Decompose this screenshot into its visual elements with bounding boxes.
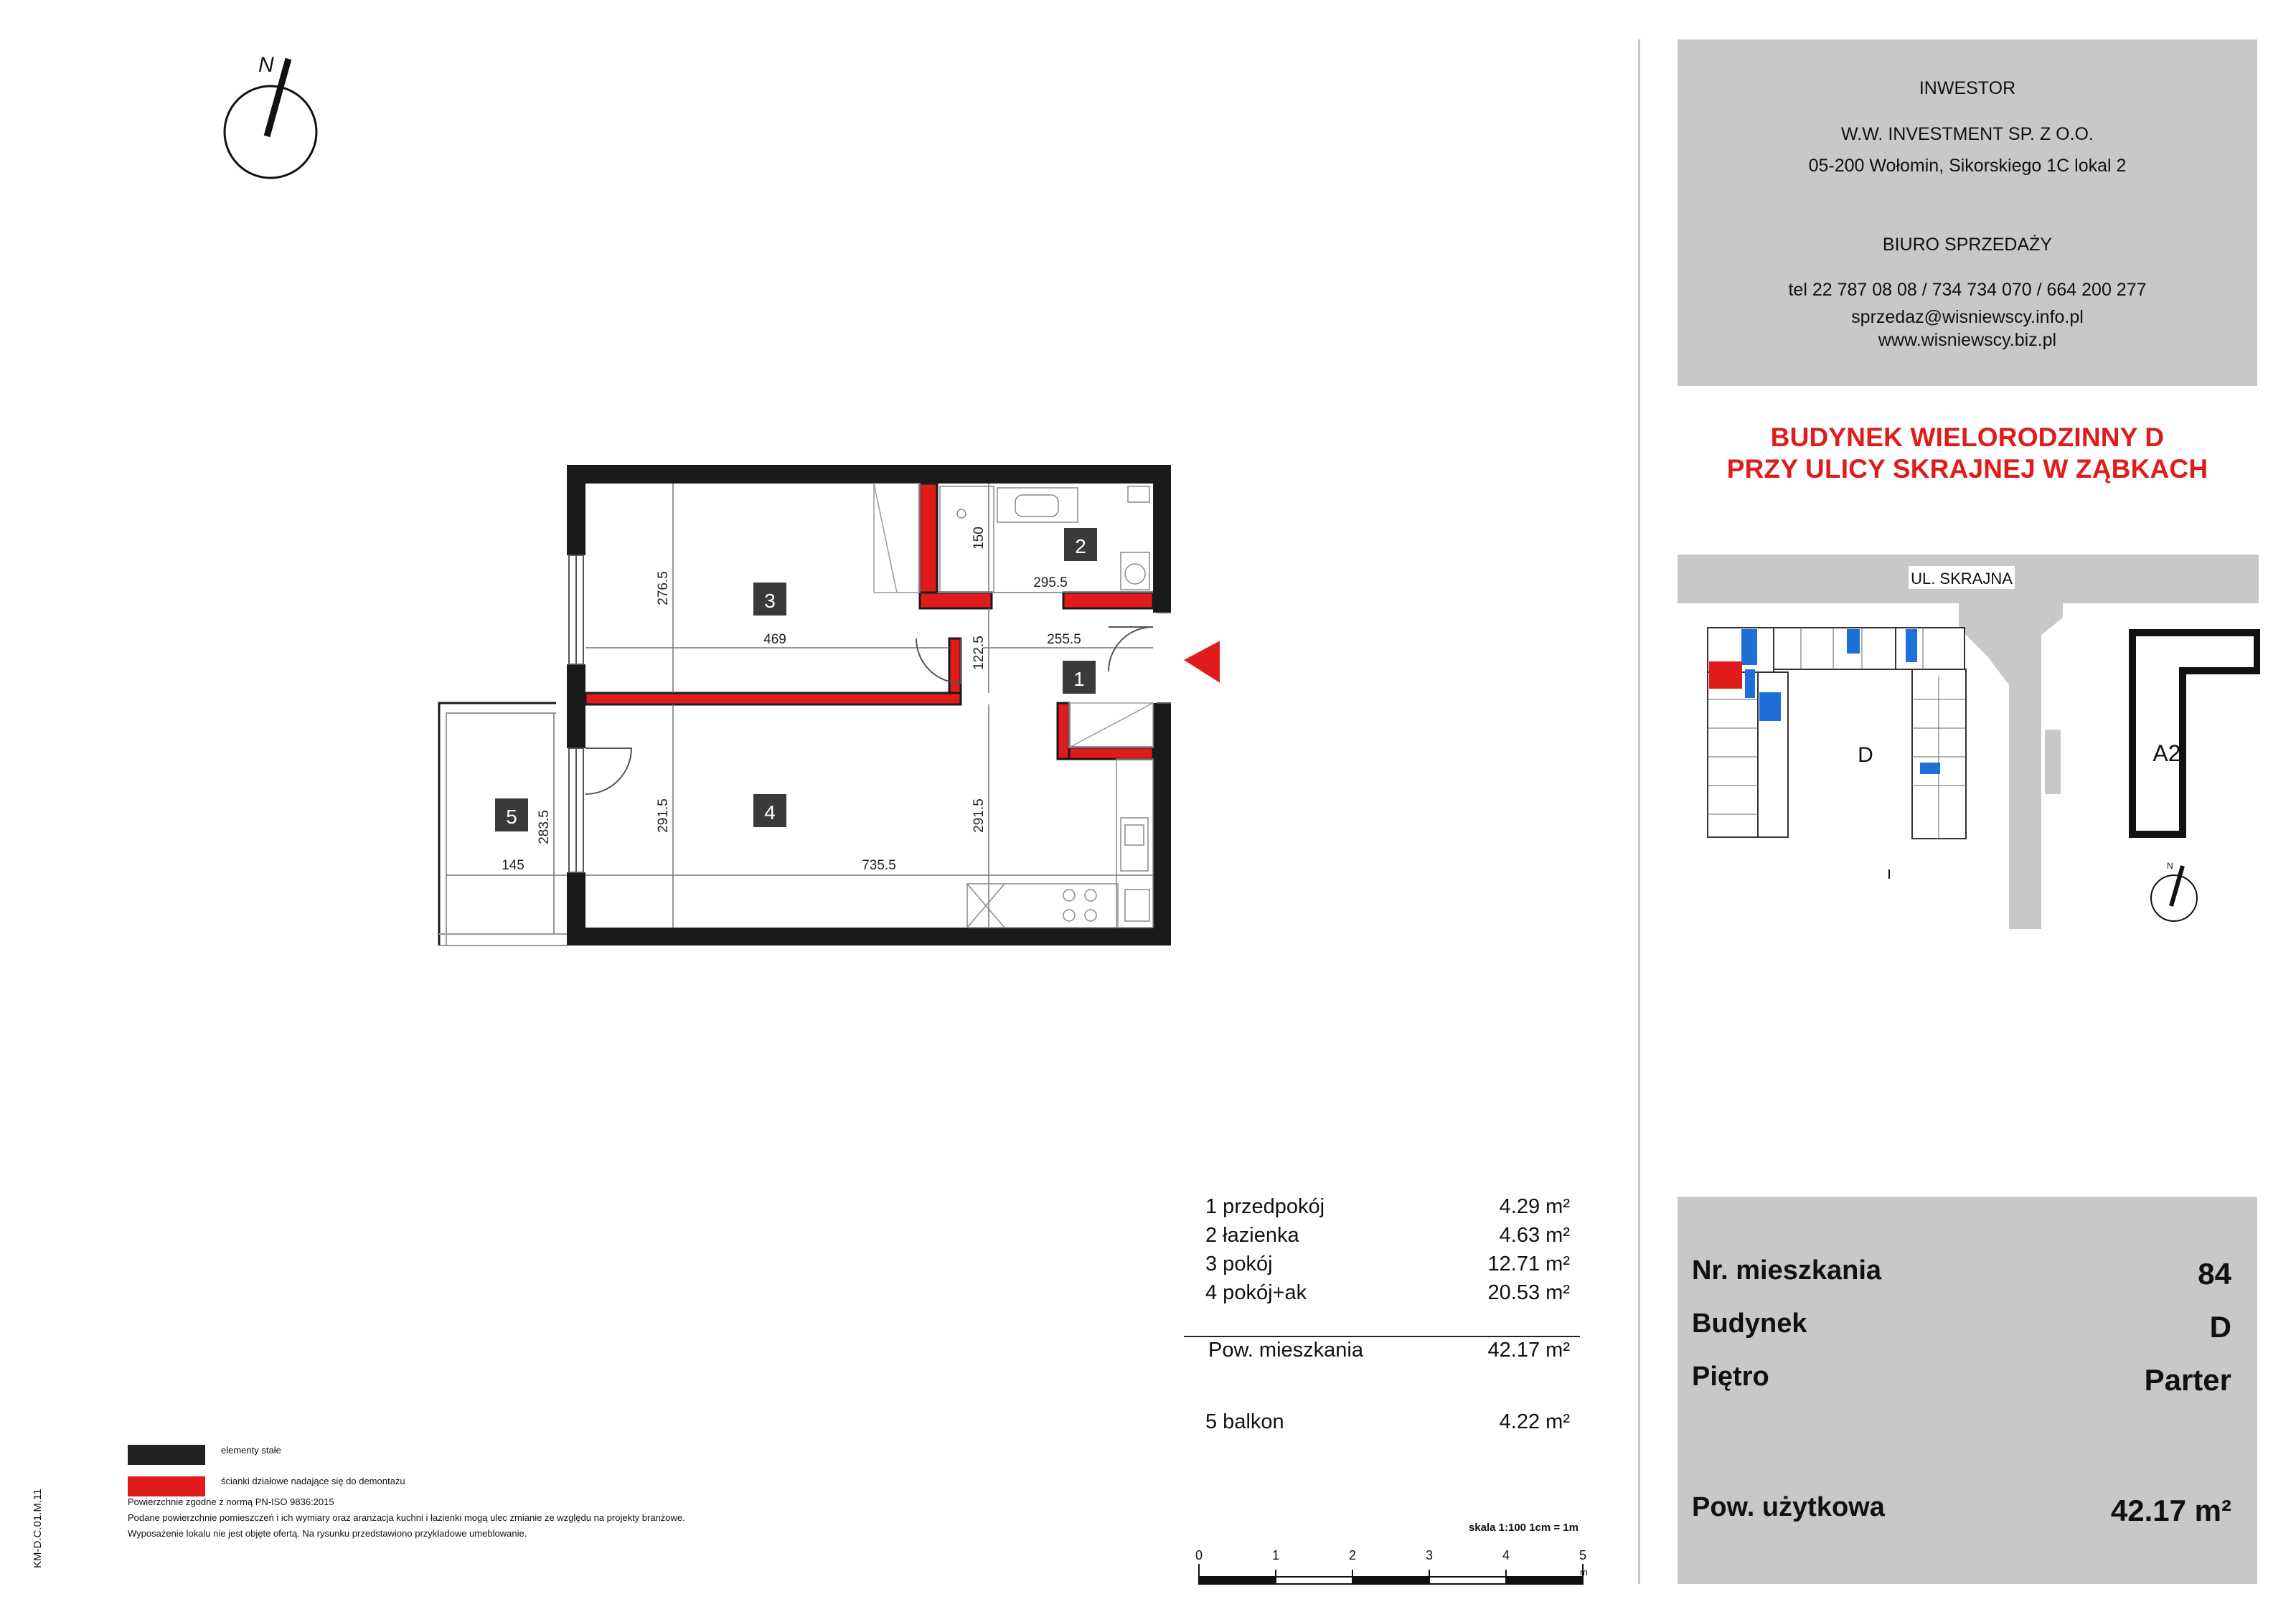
note-dimensions: Podane powierzchnie pomieszczeń i ich wymiary oraz aranżacja kuchni i łazienki mogą ulec zmianie ze względu na projekty branżowe. <box>128 1512 685 1523</box>
apartment-number-value: 84 <box>2198 1257 2231 1291</box>
svg-text:2: 2 <box>1348 1548 1357 1562</box>
scale-label: skala 1:100 1cm = 1m <box>1468 1522 1578 1534</box>
apartment-highlight <box>1709 661 1742 689</box>
svg-text:150: 150 <box>971 527 987 550</box>
room-row-2-name: 2 łazienka <box>1205 1224 1299 1247</box>
floor-value: Parter <box>2144 1363 2231 1397</box>
rooms-table-divider <box>1184 1336 1580 1337</box>
room-number-4 <box>753 794 786 827</box>
kitchen-fixtures <box>967 759 1153 928</box>
entrance-arrow-icon <box>1184 637 1220 687</box>
site-plan <box>1672 549 2260 936</box>
investor-panel <box>1678 39 2257 386</box>
total-area-value: 42.17 m² <box>1487 1339 1570 1362</box>
scale-bar <box>1184 1514 1614 1593</box>
building-d-label: D <box>1858 743 1873 767</box>
room-row-1-area: 4.29 m² <box>1499 1195 1570 1218</box>
sales-label: BIURO SPRZEDAŻY <box>1882 235 2053 255</box>
total-area-label: Pow. mieszkania <box>1208 1339 1363 1362</box>
svg-text:1: 1 <box>1271 1548 1280 1562</box>
svg-text:255.5: 255.5 <box>1047 632 1081 647</box>
room-row-4-area: 20.53 m² <box>1487 1281 1570 1304</box>
room-number-2 <box>1064 528 1097 561</box>
apartment-info-panel <box>1678 1197 2257 1584</box>
apartment-number-label: Nr. mieszkania <box>1692 1255 1882 1286</box>
legend-fixed-swatch <box>128 1445 205 1465</box>
dimension-lines <box>446 484 1153 934</box>
room-row-3-area: 12.71 m² <box>1487 1253 1570 1276</box>
notes-block <box>128 1494 845 1542</box>
building-label: Budynek <box>1692 1309 1807 1339</box>
street-label: UL. SKRAJNA <box>1911 570 2013 588</box>
svg-text:5: 5 <box>506 806 517 828</box>
building-a2-footprint <box>2132 633 2257 834</box>
svg-text:3: 3 <box>1425 1548 1434 1562</box>
legend-partition-label: ścianki działowe nadające się do demontażu <box>221 1476 405 1486</box>
compass-north-label: N <box>258 53 274 77</box>
svg-text:469: 469 <box>763 632 786 647</box>
scale-ticks <box>1195 1548 1586 1562</box>
building-a2-label: A2 <box>2152 740 2181 766</box>
investor-name: W.W. INVESTMENT SP. Z O.O. <box>1841 124 2094 144</box>
site-compass-needle <box>2171 866 2183 906</box>
room-row-3-name: 3 pokój <box>1205 1253 1273 1276</box>
scale-unit: m <box>1580 1567 1588 1578</box>
site-compass-north: N <box>2167 861 2173 871</box>
room-number-5 <box>495 798 528 831</box>
investor-label: INWESTOR <box>1919 78 2016 98</box>
sales-email: sprzedaz@wisniewscy.info.pl <box>1851 307 2084 327</box>
svg-text:5: 5 <box>1578 1548 1587 1562</box>
svg-text:4: 4 <box>764 801 776 824</box>
svg-text:295.5: 295.5 <box>1033 575 1068 590</box>
usable-area-label: Pow. użytkowa <box>1692 1492 1885 1522</box>
room-number-3 <box>753 583 786 616</box>
document-code: KM-D.C.01.M.11 <box>32 1489 44 1568</box>
partition-walls <box>585 484 1153 759</box>
sales-phones: tel 22 787 08 08 / 734 734 070 / 664 200 277 <box>1788 280 2147 300</box>
svg-text:3: 3 <box>764 590 776 612</box>
balcony-row-name: 5 balkon <box>1205 1410 1284 1433</box>
room-number-1 <box>1063 661 1096 694</box>
svg-text:291.5: 291.5 <box>656 798 671 833</box>
vertical-divider <box>1638 39 1640 1584</box>
street-spur <box>2045 730 2061 794</box>
balcony-row-area: 4.22 m² <box>1499 1410 1570 1433</box>
svg-text:2: 2 <box>1075 535 1086 557</box>
sales-website: www.wisniewscy.biz.pl <box>1878 330 2057 350</box>
svg-text:1: 1 <box>1073 668 1085 690</box>
floor-label: Piętro <box>1692 1362 1769 1392</box>
svg-text:291.5: 291.5 <box>971 798 987 833</box>
svg-text:122.5: 122.5 <box>971 636 987 670</box>
legend-fixed-label: elementy stałe <box>221 1445 281 1456</box>
svg-text:276.5: 276.5 <box>656 571 671 605</box>
building-title <box>1678 422 2257 485</box>
building-title-line2: PRZY ULICY SKRAJNEJ W ZĄBKACH <box>1726 454 2208 484</box>
note-equipment: Wyposażenie lokalu nie jest objęte ofertą. Na rysunku przedstawiono przykładowe umeblowanie. <box>128 1528 527 1539</box>
room-row-4-name: 4 pokój+ak <box>1205 1281 1307 1304</box>
svg-text:4: 4 <box>1502 1548 1510 1562</box>
svg-text:0: 0 <box>1195 1548 1203 1562</box>
building-value: D <box>2209 1310 2231 1344</box>
svg-text:735.5: 735.5 <box>862 858 896 873</box>
room-row-1-name: 1 przedpokój <box>1205 1195 1325 1218</box>
rooms-table <box>1205 1195 1578 1453</box>
usable-area-value: 42.17 m² <box>2110 1494 2231 1527</box>
note-standard: Powierzchnie zgodne z normą PN-ISO 9836:2015 <box>128 1496 334 1507</box>
svg-text:283.5: 283.5 <box>537 810 552 844</box>
floor-plan <box>0 0 1220 961</box>
scale-bar-segments <box>1199 1564 1583 1584</box>
svg-text:145: 145 <box>502 858 524 873</box>
room-row-2-area: 4.63 m² <box>1499 1224 1570 1247</box>
closet-fixtures <box>874 484 1153 748</box>
investor-address: 05-200 Wołomin, Sikorskiego 1C lokal 2 <box>1808 156 2127 176</box>
building-title-line1: BUDYNEK WIELORODZINNY D <box>1770 423 2165 452</box>
